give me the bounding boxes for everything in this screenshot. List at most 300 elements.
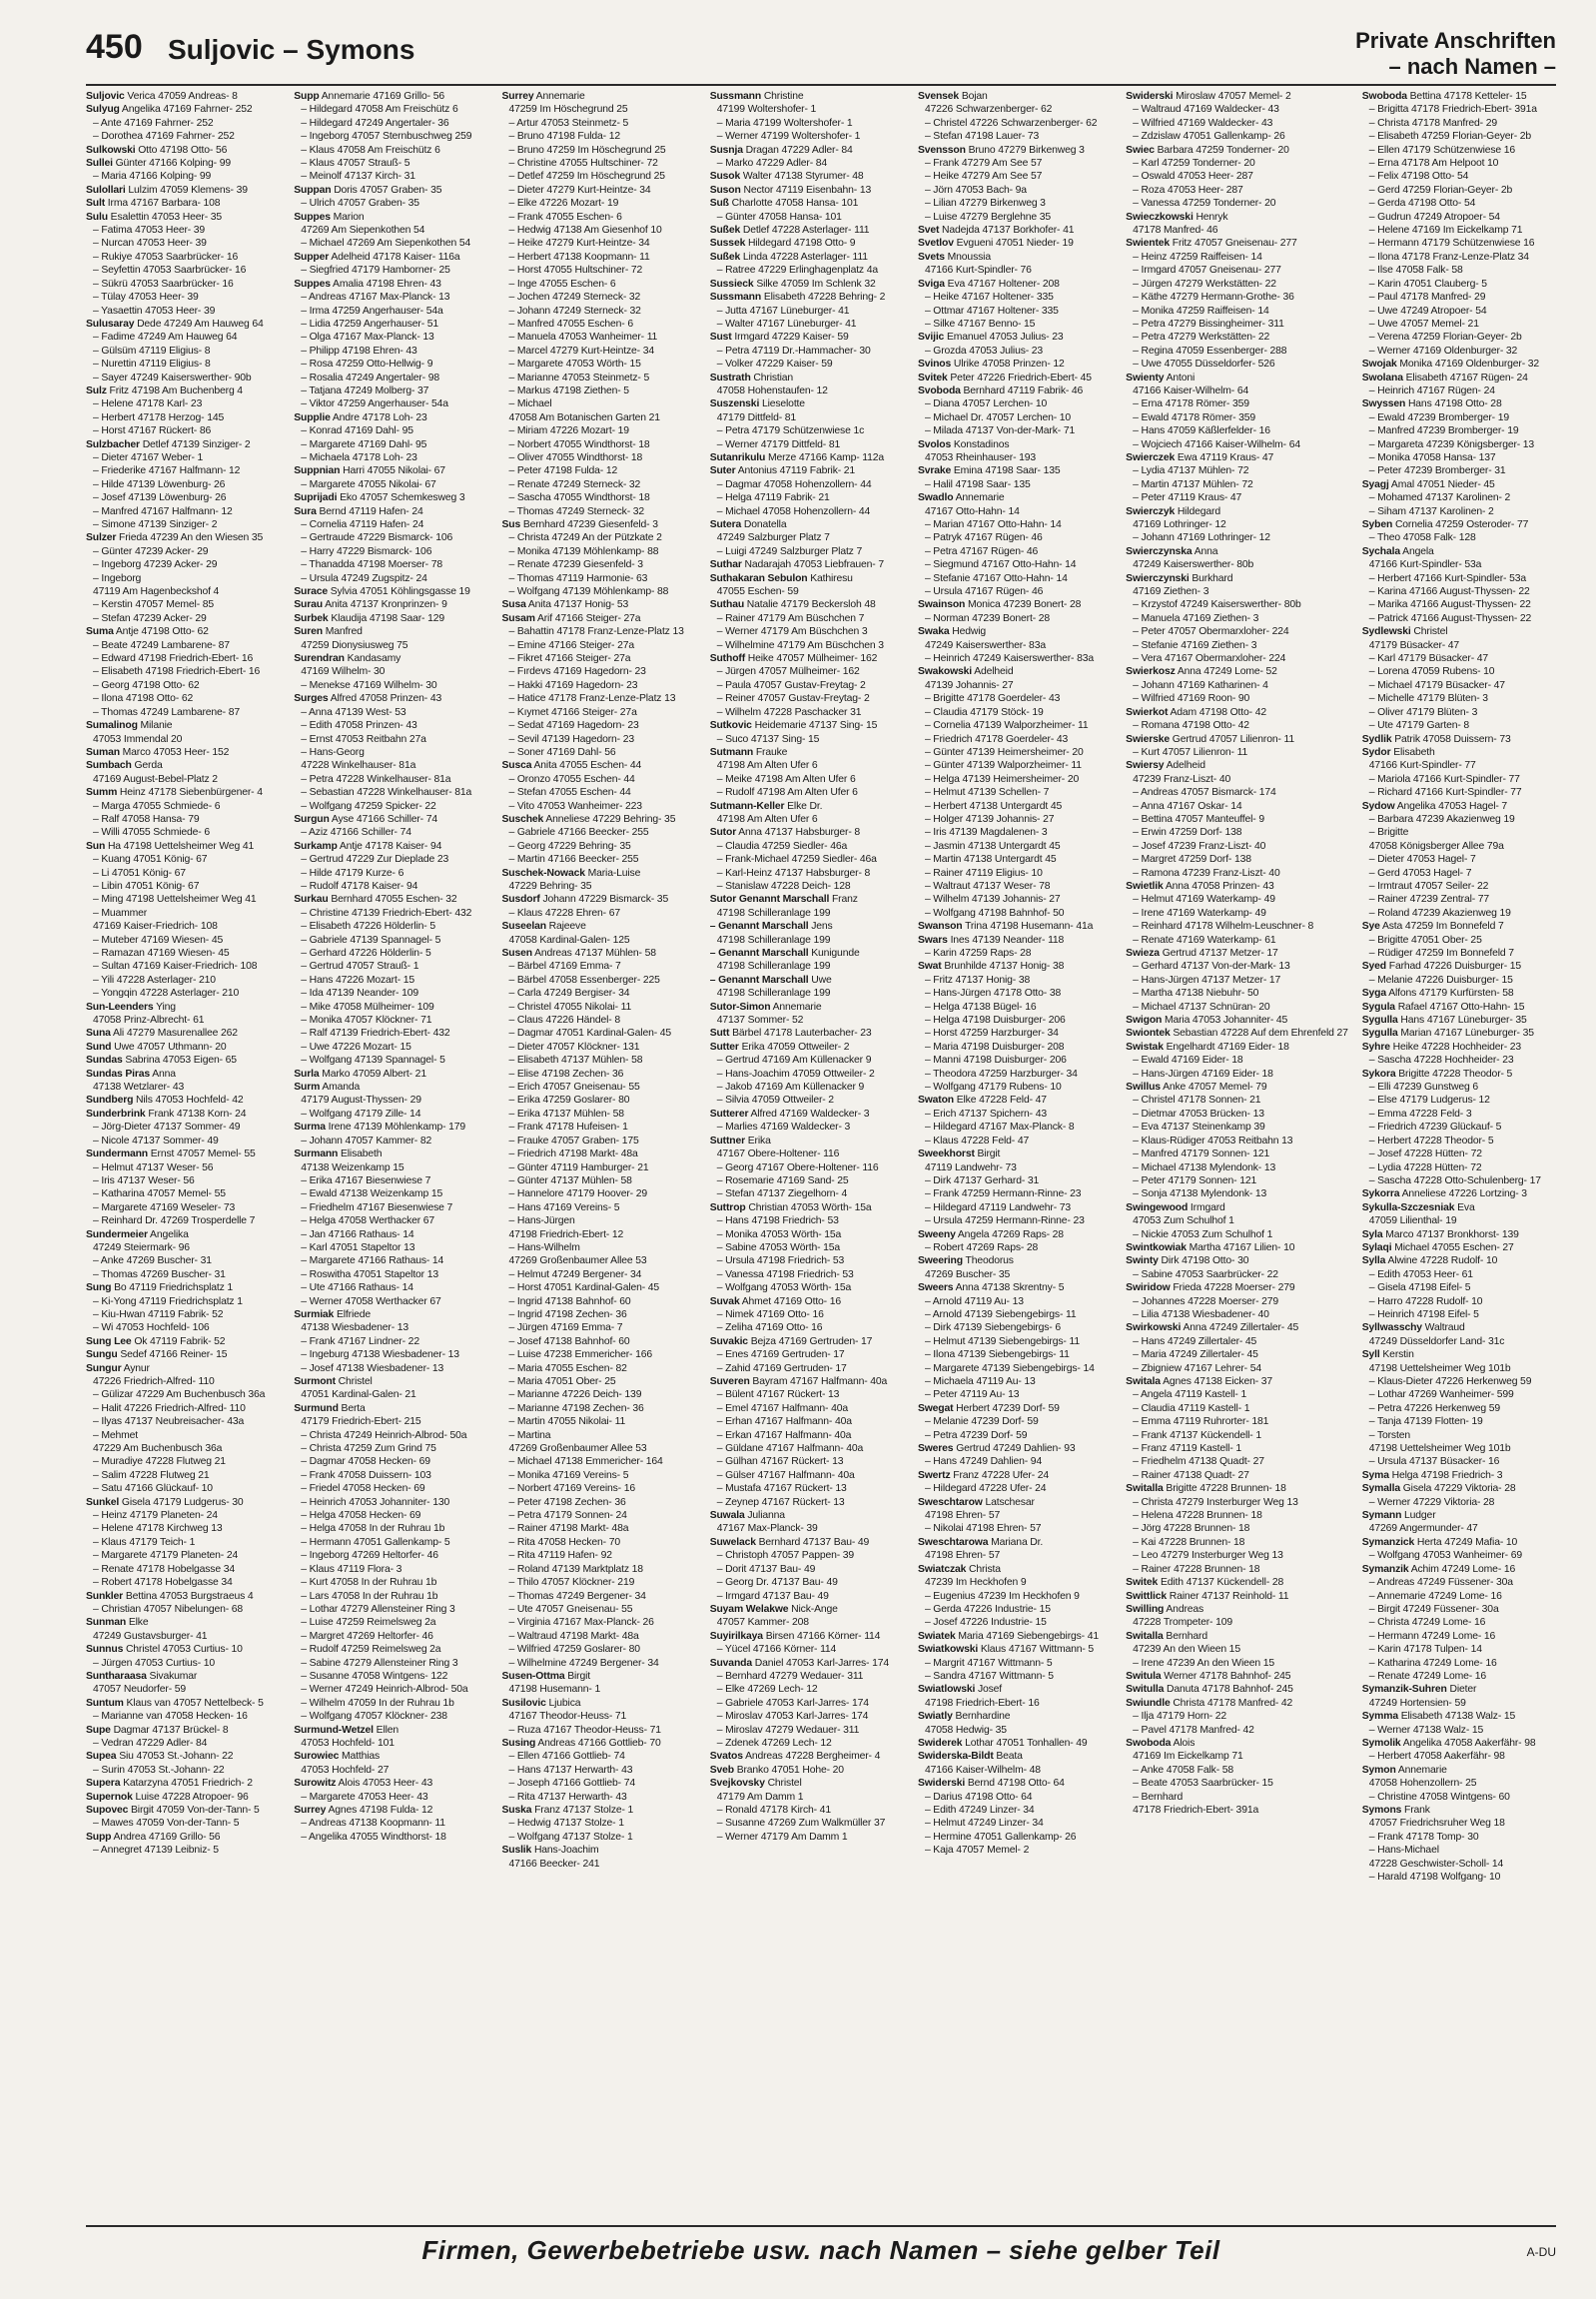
entry-details: – Enes 47169 Gertruden- 17 <box>716 1349 845 1361</box>
directory-entry <box>294 1429 487 1442</box>
directory-entry <box>294 920 487 933</box>
entry-details: – Frank 47259 Hermann-Rinne- 23 <box>924 1188 1082 1200</box>
entry-details: – Helmut 47137 Weser- 56 <box>93 1161 214 1173</box>
directory-entry <box>86 1362 280 1375</box>
entry-details: – Michael 47138 Mylendonk- 13 <box>1133 1161 1276 1173</box>
entry-details: – Helmut 47169 Waterkamp- 49 <box>1133 894 1275 906</box>
directory-entry <box>294 1442 487 1455</box>
entry-surname: Sutkovic <box>709 720 752 732</box>
entry-surname: Sung <box>86 1282 112 1294</box>
entry-surname: Sygula <box>1361 1001 1395 1013</box>
entry-details: Andre 47178 Loh- 23 <box>332 411 427 423</box>
directory-entry <box>918 478 1112 491</box>
directory-entry <box>1126 224 1348 237</box>
entry-surname: Swolana <box>1361 372 1403 383</box>
entry-details: – Maria 47198 Duisburger- 208 <box>924 1041 1065 1053</box>
directory-entry <box>294 1308 487 1321</box>
entry-details: Gertrud 47249 Dahlien- 93 <box>956 1443 1076 1455</box>
entry-details: – Fatima 47053 Heer- 39 <box>93 225 206 237</box>
directory-entry <box>710 251 904 264</box>
directory-entry <box>710 1455 904 1468</box>
directory-entry <box>86 211 280 224</box>
directory-entry <box>710 103 904 116</box>
entry-details: Silke 47059 Im Schlenk 32 <box>756 278 876 290</box>
entry-details: – Oronzo 47055 Eschen- 44 <box>508 773 635 785</box>
entry-surname: Symma <box>1361 1711 1398 1723</box>
entry-surname: Syma <box>1361 1469 1389 1481</box>
directory-entry <box>710 1348 904 1361</box>
directory-entry <box>710 1241 904 1254</box>
directory-entry <box>501 451 695 464</box>
directory-entry <box>294 1643 487 1656</box>
directory-entry <box>918 1683 1112 1696</box>
directory-entry <box>710 746 904 759</box>
entry-details: – Ursula 47259 Hermann-Rinne- 23 <box>924 1215 1085 1227</box>
directory-entry <box>918 1295 1112 1308</box>
directory-entry <box>1362 1228 1556 1241</box>
entry-surname: Swiersy <box>1126 760 1165 772</box>
entry-details: – Michaela 47178 Loh- 23 <box>301 451 417 463</box>
entry-details: – Ute 47057 Gneisenau- 55 <box>508 1603 633 1615</box>
entry-details: Irma 47167 Barbara- 108 <box>107 198 221 210</box>
directory-entry <box>918 318 1112 331</box>
entry-details: – Werner 47229 Viktoria- 28 <box>1368 1496 1495 1508</box>
directory-entry <box>86 1643 280 1656</box>
directory-entry <box>86 438 280 451</box>
directory-entry <box>86 291 280 304</box>
entry-details: Andreas 47137 Mühlen- 58 <box>534 948 656 959</box>
entry-surname: Supp <box>294 91 320 102</box>
directory-entry <box>710 840 904 853</box>
entry-details: – Hilde 47139 Löwenburg- 26 <box>93 478 226 490</box>
entry-surname: Symanzik <box>1361 1563 1409 1575</box>
entry-details: Anna 47138 Skrentny- 5 <box>955 1282 1065 1294</box>
entry-surname: Swierkosz <box>1126 666 1176 678</box>
entry-details: Elisabeth 47228 Behring- 2 <box>763 292 886 304</box>
directory-entry <box>918 572 1112 585</box>
entry-details: 47169 August-Bebel-Platz 2 <box>93 773 218 785</box>
directory-entry <box>294 1496 487 1509</box>
entry-surname: Sygulla <box>1361 1028 1398 1040</box>
entry-details: – Frank 47058 Duissern- 103 <box>301 1469 431 1481</box>
entry-details: – Friedrich 47198 Markt- 48a <box>508 1149 638 1160</box>
directory-entry <box>294 411 487 424</box>
directory-entry <box>1362 411 1556 424</box>
entry-details: Adelheid <box>974 666 1014 678</box>
entry-details: 47198 Uettelsheimer Weg 101b <box>1368 1443 1511 1455</box>
entry-details: 47239 Im Heckhofen 9 <box>924 1577 1027 1589</box>
entry-details: – Herbert 47138 Koopmann- 11 <box>508 251 650 263</box>
entry-details: Heidemarie 47137 Sing- 15 <box>754 720 878 732</box>
entry-details: 47166 Kurt-Spindler- 77 <box>1368 760 1476 772</box>
directory-entry <box>86 786 280 799</box>
entry-details: – Marko 47229 Adler- 84 <box>716 158 828 170</box>
directory-entry <box>710 1268 904 1281</box>
directory-entry <box>501 1174 695 1187</box>
entry-details: – Josef 47239 Franz-Liszt- 40 <box>1133 840 1266 852</box>
directory-entry <box>918 170 1112 183</box>
directory-entry <box>86 1536 280 1549</box>
entry-surname: Sulusaray <box>86 318 135 330</box>
directory-entry <box>1362 1831 1556 1844</box>
directory-entry <box>1362 1281 1556 1294</box>
directory-entry <box>918 1536 1112 1549</box>
entry-details: – Ronald 47178 Kirch- 41 <box>716 1805 831 1816</box>
entry-details: – Vanessa 47259 Tonderner- 20 <box>1133 198 1276 210</box>
directory-entry <box>501 759 695 772</box>
entry-details: – Christa 47279 Insterburger Weg 13 <box>1133 1496 1298 1508</box>
entry-details: – Gerda 47198 Otto- 54 <box>1368 198 1476 210</box>
directory-entry <box>918 1509 1112 1522</box>
entry-details: Josef <box>977 1684 1003 1696</box>
directory-entry <box>86 719 280 732</box>
entry-details: – Katharina 47249 Lome- 16 <box>1368 1657 1497 1669</box>
entry-surname: Sutanrikulu <box>709 451 766 463</box>
directory-entry <box>86 1121 280 1134</box>
entry-details: Gisela 47229 Viktoria- 28 <box>1402 1483 1516 1495</box>
entry-details: – Rudolf 47178 Kaiser- 94 <box>301 880 418 892</box>
entry-details: – Petra 47119 Dr.-Hammacher- 30 <box>716 345 871 357</box>
directory-entry <box>1126 237 1348 250</box>
entry-surname: Suthar <box>709 559 742 571</box>
directory-entry <box>918 1563 1112 1576</box>
entry-details: 47249 Düsseldorfer Land- 31c <box>1368 1335 1505 1347</box>
entry-surname: Swadlo <box>917 492 954 504</box>
directory-entry <box>86 612 280 625</box>
entry-surname: Sylla <box>1361 1255 1386 1267</box>
entry-details: – Marianne 47226 Deich- 139 <box>508 1389 642 1401</box>
entry-details: – Marian 47167 Otto-Hahn- 14 <box>924 519 1062 530</box>
directory-entry <box>918 278 1112 291</box>
entry-surname: Supea <box>86 1751 117 1763</box>
entry-details: – Rainer 47228 Brunnen- 18 <box>1133 1563 1260 1575</box>
entry-details: – Lothar 47279 Allensteiner Ring 3 <box>301 1603 455 1615</box>
directory-entry <box>710 224 904 237</box>
directory-entry <box>918 1804 1112 1817</box>
entry-details: – Gabriele 47139 Spannagel- 5 <box>301 934 441 946</box>
entry-details: 47198 Friedrich-Ebert- 16 <box>924 1697 1040 1709</box>
directory-entry <box>1362 1670 1556 1683</box>
entry-details: – Philipp 47198 Ehren- 43 <box>301 345 417 357</box>
entry-details: – Dieter 47057 Klöckner- 131 <box>508 1041 640 1053</box>
directory-entry <box>1362 1496 1556 1509</box>
directory-entry <box>710 960 904 973</box>
directory-entry <box>918 451 1112 464</box>
directory-entry <box>1362 211 1556 224</box>
entry-details: – Erika 47259 Goslarer- 80 <box>508 1095 630 1107</box>
entry-details: – Irmgard 47057 Gneisenau- 277 <box>1133 265 1281 277</box>
entry-details: – Hermine 47051 Gallenkamp- 26 <box>924 1831 1077 1843</box>
entry-details: – Dieter 47279 Kurt-Heintze- 34 <box>508 184 651 196</box>
directory-entry <box>501 90 695 103</box>
entry-surname: – Genannt Marschall <box>709 974 809 986</box>
entry-details: – Sevil 47139 Hagedorn- 23 <box>508 733 634 745</box>
directory-entry <box>1362 1603 1556 1616</box>
directory-entry <box>86 1563 280 1576</box>
directory-entry <box>1126 1442 1348 1455</box>
directory-entry <box>1126 1616 1348 1629</box>
entry-surname: Suren <box>294 626 323 638</box>
directory-entry <box>294 1455 487 1468</box>
directory-entry <box>918 505 1112 518</box>
entry-details: – Katharina 47057 Memel- 55 <box>93 1188 226 1200</box>
entry-details: 47269 Großenbaumer Allee 53 <box>508 1255 647 1267</box>
directory-entry <box>501 545 695 558</box>
directory-entry <box>294 345 487 358</box>
directory-entry <box>1362 1094 1556 1107</box>
entry-details: – Marianne 47198 Zechen- 36 <box>508 1402 644 1414</box>
entry-details: 47249 Kaiserswerther- 80b <box>1133 559 1254 571</box>
directory-entry <box>294 679 487 692</box>
directory-entry <box>501 974 695 987</box>
entry-details: – Ramazan 47169 Wiesen- 45 <box>93 948 230 959</box>
entry-surname: Suyirilkaya <box>709 1630 763 1642</box>
directory-entry <box>710 318 904 331</box>
entry-surname: – Genannt Marschall <box>709 921 809 933</box>
directory-entry <box>1362 424 1556 437</box>
directory-entry <box>86 1482 280 1495</box>
directory-entry <box>501 1697 695 1710</box>
directory-entry <box>1126 1630 1348 1643</box>
entry-details: – Sayer 47249 Kaiserswerther- 90b <box>93 372 252 383</box>
entry-details: – Yasaettin 47053 Heer- 39 <box>93 305 216 317</box>
entry-details: Franz 47228 Ufer- 24 <box>953 1469 1050 1481</box>
directory-entry <box>294 1121 487 1134</box>
entry-details: Anita 47137 Kronprinzen- 9 <box>325 599 447 611</box>
entry-details: – Harro 47228 Rudolf- 10 <box>1368 1295 1483 1307</box>
directory-entry <box>1126 144 1348 157</box>
entry-details: – Hildegard 47249 Angertaler- 36 <box>301 117 449 129</box>
directory-entry <box>501 1455 695 1468</box>
entry-surname: Syagj <box>1361 478 1389 490</box>
directory-entry <box>1362 1068 1556 1081</box>
entry-details: – Nimek 47169 Otto- 16 <box>716 1308 824 1320</box>
entry-details: – Zdzislaw 47051 Gallenkamp- 26 <box>1133 131 1285 143</box>
entry-details: Dede 47249 Am Hauweg 64 <box>137 318 264 330</box>
entry-details: – Rüdiger 47259 Im Bonnefeld 7 <box>1368 948 1514 959</box>
directory-entry <box>294 224 487 237</box>
entry-details: Sedef 47166 Reiner- 15 <box>120 1349 228 1361</box>
entry-surname: Swyssen <box>1361 398 1406 410</box>
directory-entry <box>294 331 487 344</box>
entry-surname: Surla <box>294 1068 320 1080</box>
entry-details: Alois <box>1173 1737 1196 1749</box>
entry-details: – Helmut 47139 Schellen- 7 <box>924 787 1050 799</box>
entry-details: Angela 47269 Raps- 28 <box>957 1228 1064 1240</box>
directory-entry <box>918 1670 1112 1683</box>
entry-details: – Stefan 47055 Eschen- 44 <box>508 787 631 799</box>
entry-details: Bettina 47178 Ketteler- 15 <box>1409 91 1527 102</box>
directory-entry <box>710 1321 904 1334</box>
entry-details: Andrea 47169 Grillo- 56 <box>113 1831 221 1843</box>
entry-details: – Wilhelm 47228 Paschacker 31 <box>716 706 862 718</box>
entry-surname: Suppes <box>294 211 331 223</box>
entry-details: 47259 Dionysiusweg 75 <box>301 639 408 651</box>
directory-entry <box>1126 438 1348 451</box>
entry-details: 47058 Kardinal-Galen- 125 <box>508 934 630 946</box>
entry-details: Elisabeth 47167 Rügen- 24 <box>1405 372 1528 383</box>
directory-entry <box>918 1241 1112 1254</box>
entry-details: – Darius 47198 Otto- 64 <box>924 1791 1033 1803</box>
entry-details: – Jutta 47167 Lüneburger- 41 <box>716 305 850 317</box>
entry-details: Jens <box>811 921 833 933</box>
directory-entry <box>294 1697 487 1710</box>
entry-details: 47239 Franz-Liszt- 40 <box>1133 773 1231 785</box>
entry-surname: Sychala <box>1361 545 1400 557</box>
entry-details: – Petra 47226 Herkenweg 59 <box>1368 1402 1501 1414</box>
entry-details: – Lothar 47269 Wanheimer- 599 <box>1368 1389 1514 1401</box>
directory-entry <box>1362 518 1556 531</box>
entry-details: Irmgard 47229 Kaiser- 59 <box>734 332 849 344</box>
entry-details: – Hans 47249 Dahlien- 94 <box>924 1456 1043 1468</box>
entry-details: – Günter 47119 Hamburger- 21 <box>508 1161 649 1173</box>
directory-entry <box>1126 1375 1348 1388</box>
directory-entry <box>1362 1081 1556 1094</box>
directory-entry <box>501 572 695 585</box>
entry-details: – Klaus-Rüdiger 47053 Reitbahn 13 <box>1133 1135 1293 1147</box>
entry-details: Arif 47166 Steiger- 27a <box>536 612 641 624</box>
directory-entry <box>501 251 695 264</box>
entry-details: Bernd 47119 Hafen- 24 <box>319 505 423 517</box>
entry-details: – Manfred 47167 Halfmann- 12 <box>93 505 233 517</box>
entry-details: – Michael 47058 Hohenzollern- 44 <box>716 505 871 517</box>
entry-details: Anita 47055 Eschen- 44 <box>533 760 642 772</box>
directory-entry <box>294 1187 487 1200</box>
directory-entry <box>86 1804 280 1817</box>
directory-entry <box>1126 1335 1348 1348</box>
directory-entry <box>1362 1135 1556 1148</box>
directory-entry <box>918 397 1112 410</box>
entry-surname: Swiatkowski <box>917 1644 979 1656</box>
entry-details: – Halil 47198 Saar- 135 <box>924 478 1031 490</box>
entry-details: – Holger 47139 Johannis- 27 <box>924 813 1055 825</box>
directory-entry <box>294 719 487 732</box>
directory-entry <box>710 1135 904 1148</box>
directory-entry <box>1362 1737 1556 1750</box>
directory-entry <box>86 1041 280 1054</box>
entry-details: – Bärbel 47169 Emma- 7 <box>508 961 621 973</box>
directory-entry <box>1362 1161 1556 1174</box>
entry-details: – Emel 47167 Halfmann- 40a <box>716 1402 848 1414</box>
entry-details: – Carla 47249 Bergiser- 34 <box>508 988 630 1000</box>
directory-entry <box>1126 1187 1348 1200</box>
directory-entry <box>501 438 695 451</box>
entry-details: Werner 47178 Bahnhof- 245 <box>1164 1670 1291 1682</box>
entry-details: – Inge 47055 Eschen- 6 <box>508 278 616 290</box>
directory-entry <box>710 1041 904 1054</box>
entry-details: Miroslaw 47057 Memel- 2 <box>1176 91 1291 102</box>
entry-details: – Kai 47228 Brunnen- 18 <box>1133 1536 1245 1548</box>
entry-surname: Susnja <box>709 144 743 156</box>
entry-surname: Surowiec <box>294 1751 340 1763</box>
entry-details: – Gerd 47053 Hagel- 7 <box>1368 867 1472 879</box>
entry-details: – Susanne 47269 Zum Walkmüller 37 <box>716 1818 886 1830</box>
entry-surname: Swanson <box>917 921 963 933</box>
directory-entry <box>710 1161 904 1174</box>
directory-entry <box>918 1348 1112 1361</box>
entry-details: – Christine 47058 Wintgens- 60 <box>1368 1791 1510 1803</box>
directory-entry <box>86 1201 280 1214</box>
entry-surname: Sun-Leenders <box>86 1001 154 1013</box>
directory-entry <box>501 625 695 638</box>
entry-details: Sylvia 47051 Köhlingsgasse 19 <box>330 586 470 598</box>
directory-entry <box>501 987 695 1000</box>
entry-details: – Hans-Georg <box>301 746 365 758</box>
directory-entry <box>86 639 280 652</box>
directory-entry <box>294 1161 487 1174</box>
directory-entry <box>710 237 904 250</box>
directory-entry <box>86 1254 280 1267</box>
entry-details: – Michelle 47179 Blüten- 3 <box>1368 693 1488 705</box>
directory-entry <box>710 90 904 103</box>
entry-details: – Hildegard 47119 Landwehr- 73 <box>924 1201 1072 1213</box>
entry-details: 47198 Uettelsheimer Weg 101b <box>1368 1362 1511 1374</box>
entry-details: – Angelika 47055 Windthorst- 18 <box>301 1831 446 1843</box>
directory-entry <box>501 170 695 183</box>
entry-details: Herta 47249 Mafia- 10 <box>1416 1536 1518 1548</box>
entry-details: – Sabine 47053 Wörth- 15a <box>716 1241 841 1253</box>
directory-entry <box>710 1068 904 1081</box>
entry-details: – Bettina 47057 Manteuffel- 9 <box>1133 813 1264 825</box>
directory-entry <box>710 1804 904 1817</box>
entry-surname: Surbek <box>294 612 329 624</box>
entry-details: – Klaus 47179 Teich- 1 <box>93 1536 196 1548</box>
directory-entry <box>1126 733 1348 746</box>
entry-details: – Ingeburg 47138 Wiesbadener- 13 <box>301 1349 459 1361</box>
entry-details: Gertrud 47137 Metzer- 17 <box>1162 948 1278 959</box>
entry-details: Katarzyna 47051 Friedrich- 2 <box>123 1778 253 1790</box>
entry-details: – Brigitte <box>1368 827 1409 839</box>
entry-surname: Swittlick <box>1126 1590 1167 1602</box>
directory-entry <box>918 1844 1112 1857</box>
entry-surname: Sulkowski <box>86 144 136 156</box>
directory-entry <box>710 1496 904 1509</box>
entry-details: – Volker 47229 Kaiser- 59 <box>716 359 833 371</box>
entry-details: Birsen 47166 Körner- 114 <box>765 1630 881 1642</box>
entry-details: 47059 Lilienthal- 19 <box>1368 1215 1457 1227</box>
directory-entry <box>86 1603 280 1616</box>
entry-details: – Michael 47137 Schnüran- 20 <box>1133 1001 1270 1013</box>
entry-details: – Elisabeth 47198 Friedrich-Ebert- 16 <box>93 666 261 678</box>
directory-entry <box>1362 1214 1556 1227</box>
directory-entry <box>501 1737 695 1750</box>
entry-details: Christel <box>767 1778 802 1790</box>
entry-details: Annemarie <box>955 492 1005 504</box>
entry-details: – Margarete 47169 Weseler- 73 <box>93 1201 236 1213</box>
directory-entry <box>294 1081 487 1094</box>
entry-surname: Sund <box>86 1041 112 1053</box>
directory-entry <box>918 1442 1112 1455</box>
directory-entry <box>86 1228 280 1241</box>
directory-entry <box>1362 264 1556 277</box>
directory-entry <box>294 464 487 477</box>
entry-details: – Hildegard 47167 Max-Planck- 8 <box>924 1122 1075 1134</box>
entry-surname: Sutmann <box>709 746 754 758</box>
entry-details: – Gülhan 47167 Rückert- 13 <box>716 1456 844 1468</box>
entry-details: – Kerstin 47057 Memel- 85 <box>93 599 215 611</box>
entry-details: Merze 47166 Kamp- 112a <box>767 451 885 463</box>
directory-entry <box>918 1254 1112 1267</box>
entry-details: – Andreas 47057 Bismarck- 174 <box>1133 787 1276 799</box>
directory-entry <box>1362 1254 1556 1267</box>
directory-entry <box>710 733 904 746</box>
directory-entry <box>294 947 487 960</box>
entry-surname: Swat <box>917 961 942 973</box>
entry-details: Elke 47228 Feld- 47 <box>956 1095 1047 1107</box>
entry-details: – Bernhard 47279 Wedauer- 311 <box>716 1670 864 1682</box>
entry-surname: Swigon <box>1126 1015 1163 1027</box>
entry-details: Angelika 47058 Aakerfähr- 98 <box>1402 1737 1536 1749</box>
